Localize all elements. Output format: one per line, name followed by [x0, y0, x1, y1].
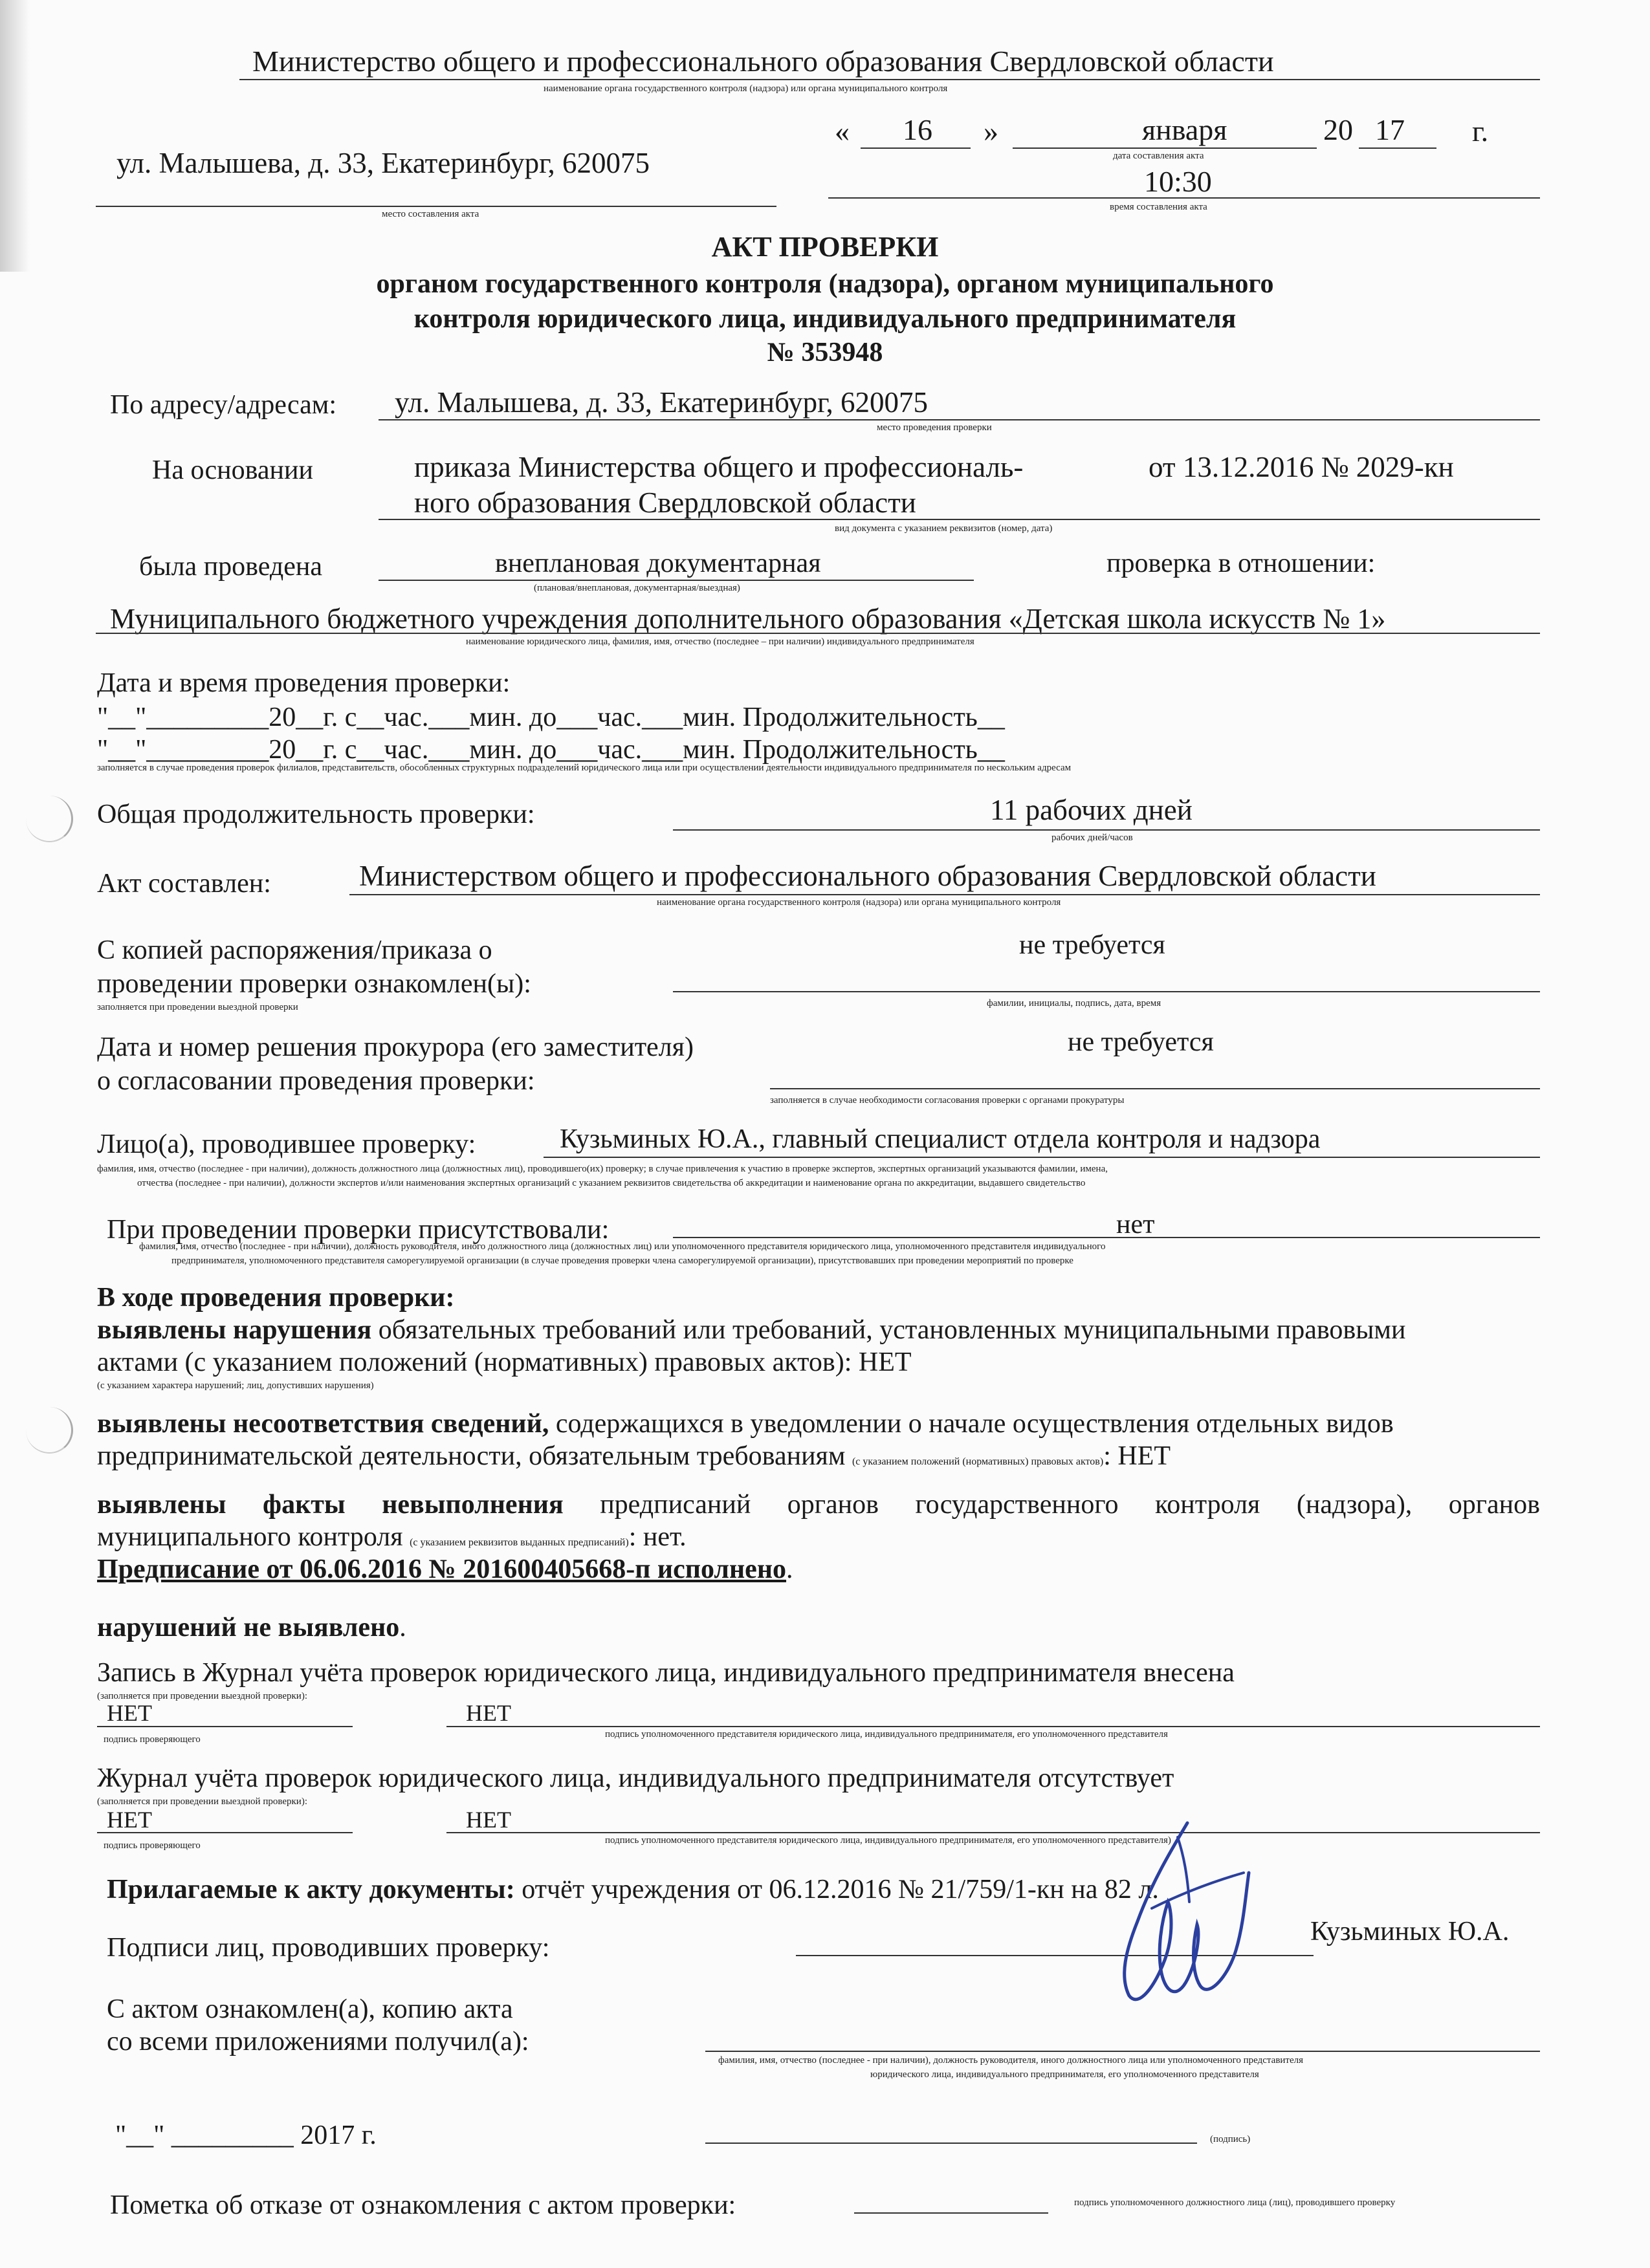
- refusal-label: Пометка об отказе от ознакомления с актом проверки:: [110, 2190, 736, 2220]
- conducted-label: была проведена: [139, 552, 322, 582]
- divider: [861, 147, 971, 149]
- prescription-line: [97, 1556, 793, 1583]
- acknowledgement-label-2: со всеми приложениями получил(а):: [107, 2027, 529, 2056]
- inspector-signature-name: Кузьминых Ю.А.: [1310, 1917, 1510, 1946]
- divider: [349, 894, 1540, 895]
- datetime-row-1: "__"_________20__г. с__час.___мин. до___час.___мин. Продолжительность__: [97, 703, 1005, 732]
- journal-sig2-left-caption: подпись проверяющего: [104, 1840, 201, 1851]
- act-number: № 353948: [767, 338, 883, 367]
- scan-edge-shadow: [0, 0, 30, 272]
- divider: [446, 1726, 1540, 1727]
- inspector-label: Лицо(а), проводившее проверку:: [97, 1129, 476, 1159]
- entity-caption: наименование юридического лица, фамилия, имя, отчество (последнее – при наличии) индивидуального предпринимателя: [466, 637, 974, 647]
- conducted-value: внеплановая документарная: [495, 549, 821, 578]
- journal-absent-left: НЕТ: [107, 1807, 152, 1833]
- punch-hole: [26, 796, 73, 842]
- basis-label: На основании: [152, 455, 313, 485]
- divider: [673, 1237, 1540, 1238]
- datetime-label: Дата и время проведения проверки:: [97, 668, 511, 698]
- finding-mismatch-end: : НЕТ: [1103, 1441, 1171, 1471]
- year-prefix: 20: [1323, 113, 1353, 146]
- act-title: АКТ ПРОВЕРКИ: [711, 231, 939, 263]
- divider: [705, 2051, 1540, 2052]
- duration-label: Общая продолжительность проверки:: [97, 800, 535, 829]
- basis-value-1: приказа Министерства общего и профессиональ-: [414, 451, 1024, 483]
- divider: [705, 2143, 1197, 2144]
- quote-close: »: [984, 114, 998, 147]
- no-violations-line: [97, 1614, 406, 1641]
- present-label: При проведении проверки присутствовали:: [107, 1215, 610, 1245]
- finding-mismatch-text: содержащихся в уведомлении о начале осуществления отдельных видов: [549, 1409, 1394, 1439]
- conducted-suffix: проверка в отношении:: [1106, 549, 1376, 578]
- journal-absent-right: НЕТ: [466, 1807, 511, 1833]
- composed-label: Акт составлен:: [97, 869, 271, 899]
- time-caption: время составления акта: [1110, 202, 1207, 212]
- journal-sig2-right-caption: подпись уполномоченного представителя юридического лица, индивидуального предпринимателя, его уполномоченного представителя): [605, 1835, 1171, 1846]
- divider: [379, 580, 974, 581]
- finding-violations-line-1: [97, 1316, 1406, 1344]
- divider: [97, 1832, 353, 1833]
- datetime-caption: заполняется в случае проведения проверок филиалов, представительств, обособленных структурных подразделений юридического лица или при осуществлении деятельности индивидуального предпринимателя по нескольким адресам: [97, 763, 1072, 773]
- act-time: 10:30: [1144, 165, 1212, 198]
- divider: [379, 519, 1540, 520]
- ministry-name: Министерство общего и профессионального образования Свердловской области: [252, 45, 1274, 78]
- divider: [379, 419, 1540, 420]
- year-suffix: 17: [1375, 113, 1405, 146]
- journal-entry-left: НЕТ: [107, 1700, 152, 1726]
- prosecutor-label-1: Дата и номер решения прокурора (его заместителя): [97, 1032, 694, 1062]
- finding-nonexec-text-2: муниципального контроля: [97, 1522, 403, 1552]
- divider: [854, 2212, 1048, 2214]
- address-caption: место проведения проверки: [877, 422, 992, 433]
- divider: [96, 206, 776, 207]
- finding-mismatch-small: (с указанием положений (нормативных) правовых актов): [852, 1456, 1104, 1467]
- journal-entry-right: НЕТ: [466, 1700, 511, 1726]
- divider: [770, 1088, 1540, 1089]
- present-value: нет: [1116, 1210, 1155, 1239]
- finding-mismatch-line-1: [97, 1410, 1394, 1437]
- address-label: По адресу/адресам:: [110, 390, 337, 420]
- duration-value: 11 рабочих дней: [990, 794, 1193, 826]
- prosecutor-value: не требуется: [1068, 1027, 1214, 1057]
- act-subtitle-2: контроля юридического лица, индивидуального предпринимателя: [413, 304, 1237, 334]
- basis-caption: вид документа с указанием реквизитов (номер, дата): [835, 523, 1053, 534]
- act-place: ул. Малышева, д. 33, Екатеринбург, 620075: [116, 147, 650, 179]
- finding-nonexec-line-2: [97, 1523, 687, 1551]
- acknowledgement-caption-2: юридического лица, индивидуального предпринимателя, его уполномоченного представителя: [870, 2069, 1259, 2080]
- divider: [544, 1157, 1540, 1158]
- acknowledgement-caption-1: фамилия, имя, отчество (последнее - при наличии), должность руководителя, иного должностного лица или уполномоченного представителя: [718, 2055, 1304, 2066]
- duration-caption: рабочих дней/часов: [1051, 833, 1133, 843]
- finding-violations-caption: (с указанием характера нарушений; лиц, допустивших нарушения): [97, 1380, 374, 1391]
- prescription-dot: .: [786, 1554, 793, 1584]
- refusal-caption: подпись уполномоченного должностного лица (лиц), проводившего проверку: [1074, 2197, 1396, 2208]
- datetime-row-2: "__"_________20__г. с__час.___мин. до___час.___мин. Продолжительность__: [97, 735, 1005, 765]
- act-month: января: [1142, 113, 1227, 146]
- divider: [828, 197, 1540, 199]
- divider: [673, 829, 1540, 831]
- finding-nonexec-bold: выявлены факты невыполнения: [97, 1490, 564, 1520]
- address-value: ул. Малышева, д. 33, Екатеринбург, 620075: [395, 386, 929, 419]
- composed-caption: наименование органа государственного контроля (надзора) или органа муниципального контроля: [657, 897, 1061, 908]
- finding-nonexec-line-1: [97, 1491, 1540, 1518]
- findings-heading: В ходе проведения проверки:: [97, 1283, 455, 1313]
- finding-violations-text: обязательных требований или требований, установленных муниципальными правовыми: [371, 1315, 1406, 1345]
- divider: [1013, 147, 1317, 149]
- journal-absent-label: Журнал учёта проверок юридического лица, индивидуального предпринимателя отсутствует: [97, 1763, 1174, 1793]
- acknowledgement-label-1: С актом ознакомлен(а), копию акта: [107, 1994, 513, 2024]
- finding-nonexec-text: предписаний органов государственного контроля (надзора), органов: [563, 1490, 1540, 1520]
- punch-hole: [26, 1407, 73, 1454]
- divider: [96, 633, 1540, 634]
- finding-nonexec-small: (с указанием реквизитов выданных предписаний): [410, 1537, 629, 1548]
- conducted-caption: (плановая/внеплановая, документарная/выездная): [534, 583, 740, 593]
- journal-sig-left-caption: подпись проверяющего: [104, 1734, 201, 1745]
- finding-mismatch-line-2: [97, 1443, 1171, 1470]
- basis-value-2: ного образования Свердловской области: [414, 486, 916, 519]
- finding-violations-line-2: актами (с указанием положений (нормативных) правовых актов): НЕТ: [97, 1347, 912, 1377]
- date-caption: дата составления акта: [1113, 151, 1204, 161]
- ministry-caption: наименование органа государственного контроля (надзора) или органа муниципального контроля: [544, 83, 948, 94]
- sign-caption: (подпись): [1210, 2134, 1251, 2144]
- journal-entry-label: Запись в Журнал учёта проверок юридического лица, индивидуального предпринимателя внесена: [97, 1658, 1235, 1688]
- copy-label-1: С копией распоряжения/приказа о: [97, 935, 492, 965]
- finding-mismatch-bold: выявлены несоответствия сведений,: [97, 1409, 549, 1439]
- basis-date: от 13.12.2016 № 2029-кн: [1149, 451, 1454, 483]
- prosecutor-label-2: о согласовании проведения проверки:: [97, 1066, 535, 1096]
- no-violations-dot: .: [399, 1613, 406, 1642]
- date-line: "__" _________ 2017 г.: [115, 2121, 377, 2150]
- divider: [673, 991, 1540, 992]
- finding-violations-bold: выявлены нарушения: [97, 1315, 372, 1345]
- no-violations-text: нарушений не выявлено: [97, 1613, 400, 1642]
- divider: [239, 79, 1540, 80]
- copy-value: не требуется: [1019, 930, 1165, 960]
- copy-label-2: проведении проверки ознакомлен(ы):: [97, 969, 531, 999]
- prescription-text: Предписание от 06.06.2016 № 201600405668-п исполнено: [97, 1554, 787, 1584]
- copy-caption-left: заполняется при проведении выездной проверки: [97, 1002, 298, 1012]
- inspectors-signature-label: Подписи лиц, проводивших проверку:: [107, 1933, 550, 1963]
- inspector-caption-1: фамилия, имя, отчество (последнее - при наличии), должность должностного лица (должностных лиц), проводившего(их) проверку; в случае привлечения к участию в проверке экспертов, экспертных организаций указываются фамилии, имена,: [97, 1164, 1108, 1174]
- finding-mismatch-text-2: предпринимательской деятельности, обязательным требованиям: [97, 1441, 846, 1471]
- inspector-value: Кузьминых Ю.А., главный специалист отдела контроля и надзора: [560, 1124, 1321, 1154]
- entity-name: Муниципального бюджетного учреждения дополнительного образования «Детская школа искусств № 1»: [110, 603, 1386, 635]
- attachments-line: [107, 1876, 1159, 1903]
- journal-absent-caption: (заполняется при проведении выездной проверки):: [97, 1796, 307, 1807]
- attachments-label: Прилагаемые к акту документы:: [107, 1875, 515, 1904]
- handwritten-signature: [1074, 1811, 1294, 2031]
- finding-nonexec-end: : нет.: [628, 1522, 687, 1552]
- present-caption-2: предпринимателя, уполномоченного представителя саморегулируемой организации (в случае проведения проверки члена саморегулируемой организации), присутствовавших при проведении мероприятий по проверке: [171, 1256, 1073, 1266]
- journal-entry-caption: (заполняется при проведении выездной проверки):: [97, 1691, 307, 1701]
- year-g: г.: [1472, 114, 1489, 147]
- composed-value: Министерством общего и профессионального образования Свердловской области: [359, 860, 1376, 892]
- act-subtitle-1: органом государственного контроля (надзора), органом муниципального: [376, 269, 1274, 299]
- journal-sig-right-caption: подпись уполномоченного представителя юридического лица, индивидуального предпринимателя, его уполномоченного представителя: [605, 1729, 1168, 1739]
- place-caption: место составления акта: [382, 209, 479, 219]
- copy-caption: фамилии, инициалы, подпись, дата, время: [987, 998, 1161, 1009]
- divider: [446, 1832, 1540, 1833]
- attachments-value: отчёт учреждения от 06.12.2016 № 21/759/1-кн на 82 л.: [514, 1875, 1159, 1904]
- inspector-caption-2: отчества (последнее - при наличии), должности экспертов и/или наименования экспертных организаций с указанием реквизитов свидетельства об аккредитации и наименование органа по аккредитации, выдавшего свидетельство: [137, 1178, 1086, 1188]
- divider: [97, 1726, 353, 1727]
- present-caption-1: фамилия, имя, отчество (последнее - при наличии), должность руководителя, иного должностного лица (должностных лиц) или уполномоченного представителя юридического лица, уполномоченного представителя индивидуального: [139, 1241, 1106, 1252]
- act-day: 16: [903, 113, 932, 146]
- prosecutor-caption: заполняется в случае необходимости согласования проверки с органами прокуратуры: [770, 1095, 1125, 1106]
- divider: [1359, 147, 1436, 149]
- quote-open: «: [835, 114, 850, 147]
